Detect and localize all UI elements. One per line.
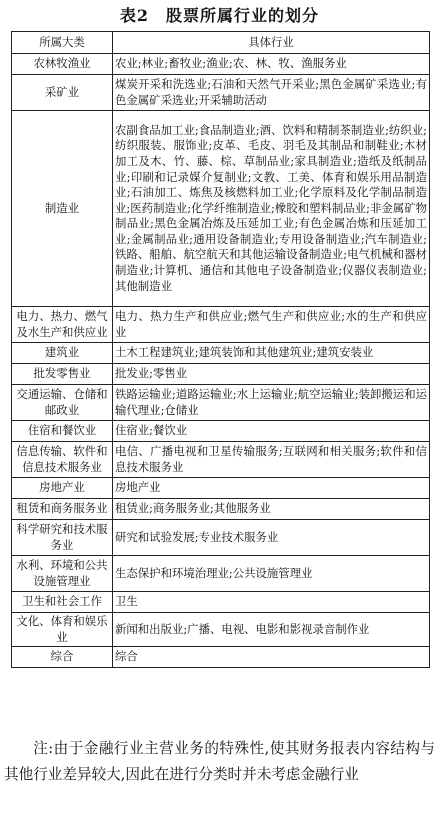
header-category: 所属大类 <box>12 32 113 54</box>
table-row <box>12 343 430 364</box>
industries-cell: 新闻和出版业;广播、电视、电影和影视录音制作业 <box>113 613 430 647</box>
table-row <box>12 499 430 520</box>
category-cell: 租赁和商务服务业 <box>12 499 113 520</box>
table-title: 表2 股票所属行业的划分 <box>119 6 320 25</box>
industries-cell: 铁路运输业;道路运输业;水上运输业;航空运输业;装卸搬运和运输代理业;仓储业 <box>113 385 430 421</box>
industries-cell: 房地产业 <box>113 478 430 499</box>
category-cell: 卫生和社会工作 <box>12 592 113 613</box>
table-row <box>12 647 430 668</box>
industries-cell: 农业;林业;畜牧业;渔业;农、林、牧、渔服务业 <box>113 54 430 75</box>
industries-cell: 土木工程建筑业;建筑装饰和其他建筑业;建筑安装业 <box>113 343 430 364</box>
table-row <box>12 364 430 385</box>
table-row <box>12 592 430 613</box>
table-row <box>12 75 430 111</box>
table-row <box>12 520 430 556</box>
industries-cell: 电力、热力生产和供应业;燃气生产和供应业;水的生产和供应业 <box>113 307 430 343</box>
table-row <box>12 307 430 343</box>
industries-cell: 租赁业;商务服务业;其他服务业 <box>113 499 430 520</box>
category-cell: 水利、环境和公共设施管理业 <box>12 556 113 592</box>
industries-cell: 住宿业;餐饮业 <box>113 421 430 442</box>
industries-cell: 卫生 <box>113 592 430 613</box>
industries-cell: 农副食品加工业;食品制造业;酒、饮料和精制茶制造业;纺织业;纺织服装、服饰业;皮革、毛皮、羽毛及其制品和制鞋业;木材加工及木、竹、藤、棕、草制品业;家具制造业;造纸及纸制品业;印刷和记录媒介复制业;文教、工美、体育和娱乐用品制造业;石油加工、炼焦及核燃料加工业;化学原料及化学制品制造业;医药制造业;化学纤维制造业;橡胶和塑料制品业;非金属矿物制品业;黑色金属冶炼及压延加工业;有色金属冶炼和压延加工业;金属制品业;通用设备制造业;专用设备制造业;汽车制造业;铁路、船舶、航空航天和其他运输设备制造业;电气机械和器材制造业;计算机、通信和其他电子设备制造业;仪器仪表制造业;其他制造业 <box>113 111 430 307</box>
table-row <box>12 442 430 478</box>
table-header-row <box>12 32 430 54</box>
category-cell: 交通运输、仓储和邮政业 <box>12 385 113 421</box>
industries-cell: 研究和试验发展;专业技术服务业 <box>113 520 430 556</box>
table-row <box>12 54 430 75</box>
category-cell: 采矿业 <box>12 75 113 111</box>
category-cell: 文化、体育和娱乐业 <box>12 613 113 647</box>
category-cell: 综合 <box>12 647 113 668</box>
category-cell: 房地产业 <box>12 478 113 499</box>
industries-cell: 生态保护和环境治理业;公共设施管理业 <box>113 556 430 592</box>
table-row <box>12 111 430 307</box>
table-row <box>12 556 430 592</box>
table-row <box>12 421 430 442</box>
footnote: 注:由于金融行业主营业务的特殊性,使其财务报表内容结构与其他行业差异较大,因此在进行分类时并未考虑金融行业 <box>4 739 435 784</box>
category-cell: 批发零售业 <box>12 364 113 385</box>
industries-cell: 综合 <box>113 647 430 668</box>
table-row <box>12 613 430 647</box>
industries-cell: 煤炭开采和洗选业;石油和天然气开采业;黑色金属矿采选业;有色金属矿采选业;开采辅助活动 <box>113 75 430 111</box>
category-cell: 信息传输、软件和信息技术服务业 <box>12 442 113 478</box>
header-industries: 具体行业 <box>113 32 430 54</box>
category-cell: 制造业 <box>12 111 113 307</box>
industry-classification-table <box>11 31 430 668</box>
category-cell: 农林牧渔业 <box>12 54 113 75</box>
category-cell: 科学研究和技术服务业 <box>12 520 113 556</box>
category-cell: 建筑业 <box>12 343 113 364</box>
category-cell: 电力、热力、燃气及水生产和供应业 <box>12 307 113 343</box>
table-row <box>12 478 430 499</box>
industries-cell: 批发业;零售业 <box>113 364 430 385</box>
category-cell: 住宿和餐饮业 <box>12 421 113 442</box>
table-row <box>12 385 430 421</box>
industries-cell: 电信、广播电视和卫星传输服务;互联网和相关服务;软件和信息技术服务业 <box>113 442 430 478</box>
